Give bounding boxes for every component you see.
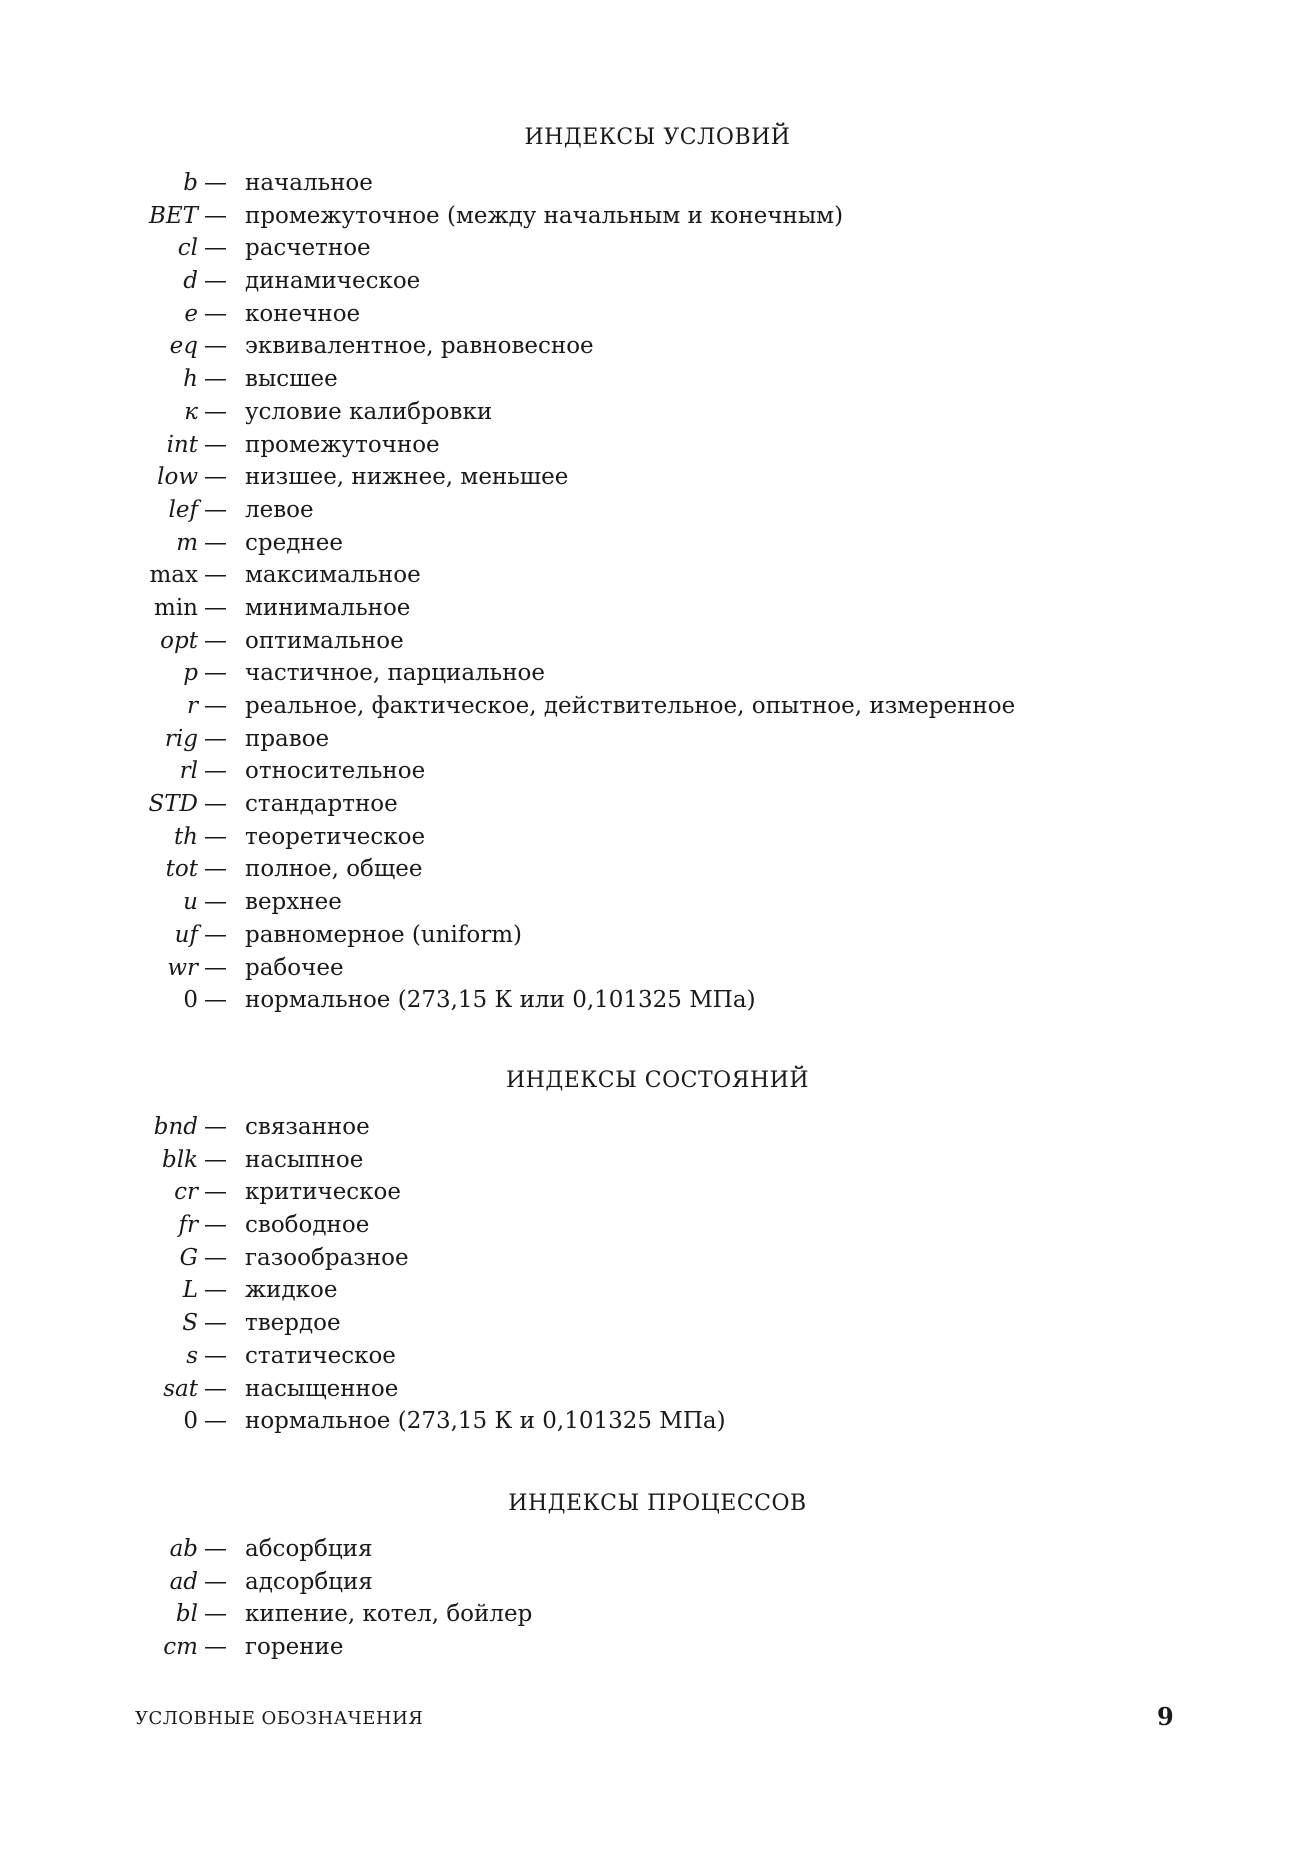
index-symbol: ab: [169, 1536, 198, 1562]
list-item: [0, 853, 1315, 886]
section-title-conditions: ИНДЕКСЫ УСЛОВИЙ: [524, 125, 791, 150]
index-description: насыщенное: [245, 1375, 399, 1402]
index-symbol: int: [166, 431, 198, 458]
em-dash: —: [204, 1568, 227, 1595]
em-dash: —: [204, 954, 227, 981]
em-dash: —: [204, 758, 227, 785]
list-item: [0, 527, 1315, 560]
index-symbol: s: [186, 1342, 198, 1369]
list-item: [0, 1111, 1315, 1144]
index-symbol: 0: [183, 987, 198, 1014]
index-description: среднее: [245, 529, 343, 556]
index-description: статическое: [245, 1342, 396, 1369]
index-symbol: d: [183, 268, 198, 295]
list-item: [0, 886, 1315, 919]
index-description: промежуточное: [245, 431, 440, 458]
index-description: стандартное: [245, 791, 398, 818]
section-title-states: ИНДЕКСЫ СОСТОЯНИЙ: [505, 1068, 810, 1093]
index-description: конечное: [245, 300, 361, 327]
list-item: [0, 952, 1315, 985]
list-item: [0, 690, 1315, 723]
index-symbol: bnd: [153, 1114, 198, 1140]
list-item: [0, 1566, 1315, 1599]
em-dash: —: [204, 1244, 227, 1271]
em-dash: —: [204, 431, 227, 458]
index-description: равномерное (uniform): [245, 921, 522, 948]
index-symbol: L: [182, 1277, 198, 1304]
em-dash: —: [204, 627, 227, 654]
list-item: [0, 1405, 1315, 1438]
list-item: [0, 167, 1315, 200]
index-symbol: e: [184, 300, 198, 327]
em-dash: —: [204, 562, 227, 589]
index-description: эквивалентное, равновесное: [245, 333, 594, 360]
index-description: верхнее: [245, 889, 342, 916]
index-symbol: BET: [148, 202, 198, 229]
index-symbol: m: [176, 529, 198, 556]
em-dash: —: [204, 235, 227, 262]
em-dash: —: [204, 1601, 227, 1628]
list-item: [0, 723, 1315, 756]
index-symbol: h: [183, 366, 198, 393]
index-description: рабочее: [245, 954, 344, 981]
em-dash: —: [204, 1146, 227, 1173]
list-item: [0, 1176, 1315, 1209]
list-item: [0, 592, 1315, 625]
list-item: [0, 1209, 1315, 1242]
list-item: [0, 1242, 1315, 1275]
em-dash: —: [204, 1634, 227, 1661]
index-description: минимальное: [245, 594, 411, 621]
index-description: реальное, фактическое, действительное, опытное, измеренное: [245, 693, 1016, 719]
em-dash: —: [204, 1375, 227, 1402]
index-description: критическое: [245, 1179, 402, 1206]
index-description: горение: [245, 1634, 344, 1661]
index-description: полное, общее: [245, 856, 423, 883]
entries-conditions: [0, 167, 1315, 1017]
em-dash: —: [204, 398, 227, 425]
index-description: твердое: [245, 1310, 341, 1337]
list-item: [0, 265, 1315, 298]
list-item: [0, 200, 1315, 233]
list-item: [0, 1598, 1315, 1631]
list-item: [0, 755, 1315, 788]
list-item: [0, 298, 1315, 331]
list-item: [0, 494, 1315, 527]
index-symbol: r: [187, 693, 198, 719]
index-description: теоретическое: [245, 823, 426, 850]
list-item: [0, 1373, 1315, 1406]
index-description: абсорбция: [245, 1536, 373, 1562]
em-dash: —: [204, 1179, 227, 1206]
list-item: [0, 1274, 1315, 1307]
list-item: [0, 821, 1315, 854]
index-description: нормальное (273,15 К и 0,101325 МПа): [245, 1408, 726, 1435]
em-dash: —: [204, 300, 227, 327]
list-item: [0, 1533, 1315, 1566]
em-dash: —: [204, 268, 227, 295]
index-description: частичное, парциальное: [245, 660, 545, 687]
index-symbol: opt: [160, 627, 198, 654]
index-symbol: fr: [178, 1212, 198, 1239]
index-symbol: G: [179, 1244, 198, 1271]
index-description: связанное: [245, 1114, 370, 1140]
index-description: кипение, котел, бойлер: [245, 1601, 533, 1628]
index-description: жидкое: [245, 1277, 338, 1304]
em-dash: —: [204, 1277, 227, 1304]
em-dash: —: [204, 333, 227, 360]
index-symbol: uf: [174, 921, 198, 948]
index-symbol: S: [182, 1310, 198, 1337]
list-item: [0, 657, 1315, 690]
em-dash: —: [204, 1310, 227, 1337]
index-description: расчетное: [245, 235, 371, 262]
index-symbol: rig: [164, 725, 198, 752]
index-description: нормальное (273,15 К или 0,101325 МПа): [245, 987, 756, 1014]
index-symbol: low: [157, 464, 198, 491]
em-dash: —: [204, 921, 227, 948]
index-description: адсорбция: [245, 1568, 373, 1595]
em-dash: —: [204, 889, 227, 916]
index-description: максимальное: [245, 562, 421, 589]
index-symbol: tot: [165, 856, 198, 883]
index-symbol: blk: [161, 1146, 198, 1173]
index-description: промежуточное (между начальным и конечным): [245, 202, 844, 229]
em-dash: —: [204, 1536, 227, 1562]
em-dash: —: [204, 1114, 227, 1140]
index-symbol: u: [183, 889, 198, 916]
em-dash: —: [204, 366, 227, 393]
em-dash: —: [204, 1342, 227, 1369]
list-item: [0, 232, 1315, 265]
index-symbol: wr: [167, 954, 198, 981]
index-symbol: cr: [174, 1179, 198, 1206]
index-description: насыпное: [245, 1146, 364, 1173]
em-dash: —: [204, 1408, 227, 1435]
list-item: [0, 396, 1315, 429]
index-symbol: min: [154, 594, 198, 621]
list-item: [0, 1631, 1315, 1664]
list-item: [0, 429, 1315, 462]
list-item: [0, 330, 1315, 363]
index-symbol: max: [149, 562, 198, 589]
list-item: [0, 1307, 1315, 1340]
index-symbol: th: [173, 823, 198, 850]
em-dash: —: [204, 725, 227, 752]
list-item: [0, 788, 1315, 821]
running-title: УСЛОВНЫЕ ОБОЗНАЧЕНИЯ: [135, 1708, 424, 1729]
entries-processes: [0, 1533, 1315, 1664]
index-symbol: b: [183, 170, 198, 196]
index-description: свободное: [245, 1212, 370, 1239]
index-symbol: cl: [177, 235, 198, 262]
em-dash: —: [204, 1212, 227, 1239]
list-item: [0, 1144, 1315, 1177]
em-dash: —: [204, 594, 227, 621]
em-dash: —: [204, 693, 227, 719]
section-title-processes: ИНДЕКСЫ ПРОЦЕССОВ: [508, 1491, 807, 1516]
index-symbol: p: [183, 660, 198, 687]
list-item: [0, 625, 1315, 658]
index-description: оптимальное: [245, 627, 404, 654]
em-dash: —: [204, 529, 227, 556]
list-item: [0, 559, 1315, 592]
em-dash: —: [204, 856, 227, 883]
list-item: [0, 919, 1315, 952]
index-description: правое: [245, 725, 330, 752]
index-description: низшее, нижнее, меньшее: [245, 464, 569, 491]
index-symbol: sat: [163, 1375, 198, 1402]
em-dash: —: [204, 987, 227, 1014]
index-description: левое: [245, 496, 314, 523]
em-dash: —: [204, 202, 227, 229]
index-description: относительное: [245, 758, 426, 785]
index-symbol: bl: [175, 1601, 198, 1628]
index-symbol: STD: [148, 791, 198, 818]
list-item: [0, 363, 1315, 396]
list-item: [0, 1340, 1315, 1373]
index-description: высшее: [245, 366, 338, 393]
em-dash: —: [204, 823, 227, 850]
em-dash: —: [204, 791, 227, 818]
em-dash: —: [204, 464, 227, 491]
em-dash: —: [204, 660, 227, 687]
list-item: [0, 461, 1315, 494]
index-symbol: eq: [169, 333, 198, 360]
index-description: начальное: [245, 170, 373, 196]
index-symbol: lef: [168, 496, 198, 523]
index-symbol: к: [184, 398, 198, 425]
list-item: [0, 984, 1315, 1017]
entries-states: [0, 1111, 1315, 1438]
index-symbol: ad: [169, 1568, 198, 1595]
page-number: 9: [1157, 1702, 1174, 1731]
em-dash: —: [204, 496, 227, 523]
em-dash: —: [204, 170, 227, 196]
index-symbol: cm: [163, 1634, 198, 1661]
index-symbol: rl: [179, 758, 198, 785]
index-symbol: 0: [183, 1408, 198, 1435]
index-description: условие калибровки: [245, 398, 493, 425]
index-description: динамическое: [245, 268, 421, 295]
index-description: газообразное: [245, 1244, 409, 1271]
